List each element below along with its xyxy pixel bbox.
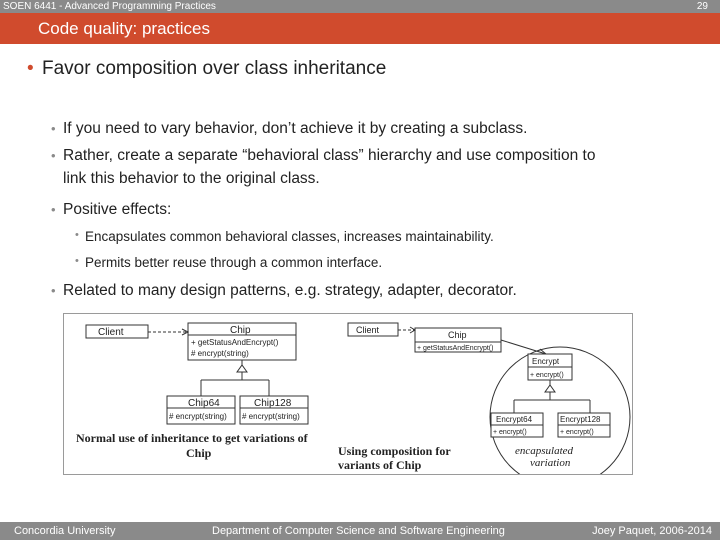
bullet-marker: •	[51, 202, 56, 217]
chip128-op: # encrypt(string)	[242, 412, 300, 421]
bullet-marker: •	[51, 148, 56, 163]
right-caption: Using composition for	[338, 444, 451, 458]
sub-bullet-text: link this behavior to the original class.	[63, 170, 320, 187]
title-bar	[0, 13, 720, 44]
effect-text: Permits better reuse through a common interface.	[85, 255, 383, 270]
left-caption: Normal use of inheritance to get variations of	[76, 431, 308, 445]
sub-bullet	[51, 199, 172, 220]
encrypt-op: + encrypt()	[530, 372, 564, 379]
effect-bullet	[75, 229, 494, 244]
uml-figure	[63, 313, 633, 475]
client-label-right: Client	[356, 325, 380, 335]
encrypt128-label: Encrypt128	[560, 415, 601, 424]
footer-department: Department of Computer Science and Software Engineering	[212, 525, 505, 537]
page-number: 29	[696, 1, 708, 12]
sub-bullet	[51, 280, 517, 301]
bullet-marker: •	[51, 283, 56, 298]
bullet-marker: •	[75, 229, 79, 241]
sub-bullet-text: Related to many design patterns, e.g. strategy, adapter, decorator.	[63, 282, 517, 299]
footer-university: Concordia University	[14, 525, 116, 537]
client-label-left: Client	[98, 327, 124, 338]
sub-bullet-text: Positive effects:	[63, 201, 172, 218]
sub-bullet	[51, 145, 596, 166]
right-caption: variants of Chip	[338, 458, 422, 472]
bullet-marker: •	[27, 58, 34, 79]
effect-bullet	[75, 255, 383, 270]
composition-line	[501, 340, 546, 354]
effect-text: Encapsulates common behavioral classes, increases maintainability.	[85, 229, 494, 244]
chip128-label: Chip128	[254, 398, 292, 409]
inheritance-arrow-right	[545, 385, 555, 392]
inheritance-arrow-left	[237, 365, 247, 372]
main-bullet-text: Favor composition over class inheritance	[42, 58, 387, 79]
encrypt-label: Encrypt	[532, 357, 560, 366]
chip64-label: Chip64	[188, 398, 220, 409]
chip-op-right: + getStatusAndEncrypt()	[417, 345, 494, 352]
chip-label-left: Chip	[230, 325, 251, 336]
encrypt64-op: + encrypt()	[493, 429, 527, 436]
footer-author: Joey Paquet, 2006-2014	[592, 525, 712, 537]
top-bar	[0, 0, 720, 13]
encrypt128-op: + encrypt()	[560, 429, 594, 436]
footer-bar	[0, 522, 720, 540]
bullet-marker: •	[75, 255, 79, 267]
chip-label-right: Chip	[448, 330, 467, 340]
course-title: SOEN 6441 - Advanced Programming Practices	[3, 1, 216, 12]
chip-op-left: + getStatusAndEncrypt()	[191, 338, 279, 347]
chip64-op: # encrypt(string)	[169, 412, 227, 421]
sub-bullet-text: If you need to vary behavior, don’t achieve it by creating a subclass.	[63, 120, 528, 137]
encapsulated-variation-note: variation	[530, 457, 571, 469]
main-bullet	[27, 58, 387, 80]
bullet-marker: •	[51, 121, 56, 136]
sub-bullet-text: Rather, create a separate “behavioral class” hierarchy and use composition to	[63, 147, 596, 164]
encrypt64-label: Encrypt64	[496, 415, 533, 424]
encapsulated-variation-note: encapsulated	[515, 445, 574, 457]
slide-title: Code quality: practices	[38, 19, 210, 38]
sub-bullet-continuation	[63, 168, 320, 189]
sub-bullet	[51, 118, 528, 139]
left-caption: Chip	[186, 446, 212, 460]
chip-op-left: # encrypt(string)	[191, 349, 249, 358]
